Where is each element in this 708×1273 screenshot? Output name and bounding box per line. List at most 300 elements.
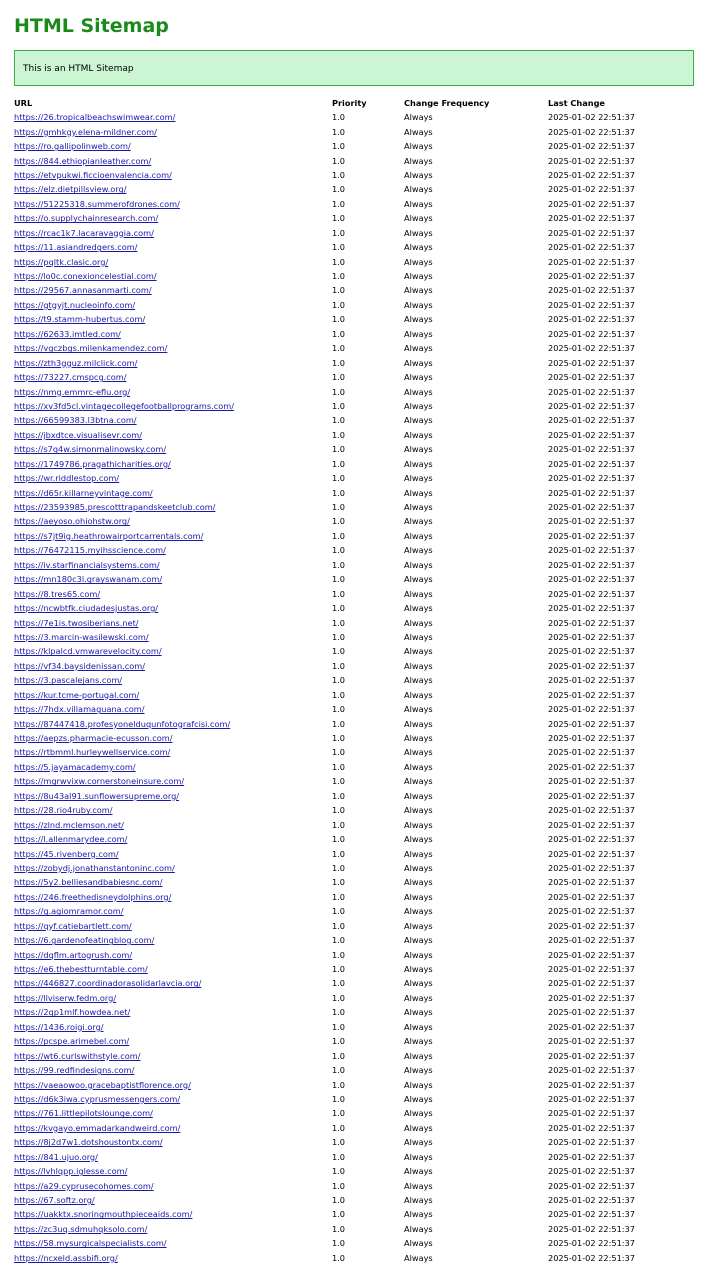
sitemap-url-link[interactable]: https://vaeaowoo.gracebaptistflorence.org/	[14, 1079, 191, 1090]
table-row	[14, 457, 694, 471]
priority-cell: 1.0	[332, 617, 346, 628]
url-cell	[14, 976, 332, 990]
change-frequency-cell: Always	[404, 920, 433, 931]
sitemap-url-link[interactable]: https://l.allenmarydee.com/	[14, 834, 128, 845]
sitemap-url-link[interactable]: https://2qp1mlf.howdea.net/	[14, 1007, 131, 1018]
change-frequency-cell: Always	[404, 660, 433, 671]
table-row	[14, 269, 694, 283]
sitemap-url-link[interactable]: https://d6k3iwa.cyprusmessengers.com/	[14, 1093, 181, 1104]
last-change-cell: 2025-01-02 22:51:37	[548, 631, 635, 642]
table-row	[14, 817, 694, 831]
last-change-cell: 2025-01-02 22:51:37	[548, 357, 635, 368]
last-change-cell: 2025-01-02 22:51:37	[548, 328, 635, 339]
table-row	[14, 1251, 694, 1265]
change-frequency-cell: Always	[404, 299, 433, 310]
sitemap-url-link[interactable]: https://s7jt9ig.heathrowairportcarrentals.com/	[14, 530, 204, 541]
priority-cell: 1.0	[332, 588, 346, 599]
priority-cell: 1.0	[332, 314, 346, 325]
table-row	[14, 211, 694, 225]
table-row	[14, 760, 694, 774]
sitemap-description-box	[14, 50, 694, 86]
url-cell	[14, 110, 332, 124]
url-cell	[14, 933, 332, 947]
sitemap-url-link[interactable]: https://45.rivenberg.com/	[14, 848, 119, 859]
sitemap-table-body	[14, 110, 694, 1265]
last-change-cell: 2025-01-02 22:51:37	[548, 747, 635, 758]
sitemap-url-link[interactable]: https://446827.coordinadorasolidarlavcia.org/	[14, 978, 202, 989]
priority-cell: 1.0	[332, 299, 346, 310]
sitemap-url-link[interactable]: https://23593985.prescotttrapandskeetclub.com/	[14, 502, 216, 513]
priority-cell: 1.0	[332, 256, 346, 267]
table-row	[14, 327, 694, 341]
sitemap-url-link[interactable]: https://5.jayamacademy.com/	[14, 761, 136, 772]
sitemap-url-link[interactable]: https://6.gardenofeatingblog.com/	[14, 935, 155, 946]
url-cell	[14, 471, 332, 485]
url-cell	[14, 890, 332, 904]
change-frequency-cell: Always	[404, 949, 433, 960]
sitemap-url-link[interactable]: https://zc3uq.sdmuhqksolo.com/	[14, 1223, 148, 1234]
last-change-cell: 2025-01-02 22:51:37	[548, 559, 635, 570]
sitemap-url-link[interactable]: https://29567.annasanmarti.com/	[14, 285, 152, 296]
table-row	[14, 355, 694, 369]
url-cell	[14, 254, 332, 268]
url-cell	[14, 341, 332, 355]
table-row	[14, 529, 694, 543]
sitemap-url-link[interactable]: https://66599383.l3btna.com/	[14, 415, 137, 426]
sitemap-url-link[interactable]: https://28.rio4ruby.com/	[14, 805, 113, 816]
table-row	[14, 731, 694, 745]
url-cell	[14, 919, 332, 933]
change-frequency-cell: Always	[404, 141, 433, 152]
url-cell	[14, 312, 332, 326]
url-cell	[14, 1236, 332, 1250]
table-row	[14, 1178, 694, 1192]
last-change-cell: 2025-01-02 22:51:37	[548, 213, 635, 224]
last-change-cell: 2025-01-02 22:51:37	[548, 906, 635, 917]
column-header-url: URL	[14, 98, 33, 108]
priority-cell: 1.0	[332, 169, 346, 180]
priority-cell: 1.0	[332, 1007, 346, 1018]
priority-cell: 1.0	[332, 285, 346, 296]
table-row	[14, 572, 694, 586]
table-row	[14, 601, 694, 615]
table-row	[14, 341, 694, 355]
priority-cell: 1.0	[332, 819, 346, 830]
url-cell	[14, 1077, 332, 1091]
priority-cell: 1.0	[332, 704, 346, 715]
last-change-cell: 2025-01-02 22:51:37	[548, 588, 635, 599]
sitemap-url-link[interactable]: https://gmhkgy.elena-mildner.com/	[14, 126, 157, 137]
change-frequency-cell: Always	[404, 502, 433, 513]
sitemap-url-link[interactable]: https://t9.stamm-hubertus.com/	[14, 314, 146, 325]
sitemap-url-link[interactable]: https://lvhlqpp.iglesse.com/	[14, 1166, 128, 1177]
priority-cell: 1.0	[332, 1137, 346, 1148]
priority-cell: 1.0	[332, 372, 346, 383]
last-change-cell: 2025-01-02 22:51:37	[548, 141, 635, 152]
sitemap-url-link[interactable]: https://73227.cmspcg.com/	[14, 372, 127, 383]
priority-cell: 1.0	[332, 343, 346, 354]
url-cell	[14, 702, 332, 716]
priority-cell: 1.0	[332, 964, 346, 975]
last-change-cell: 2025-01-02 22:51:37	[548, 1180, 635, 1191]
sitemap-url-link[interactable]: https://5y2.belliesandbabiesnc.com/	[14, 877, 163, 888]
sitemap-url-link[interactable]: https://8j2d7w1.dotshoustontx.com/	[14, 1137, 163, 1148]
priority-cell: 1.0	[332, 1223, 346, 1234]
url-cell	[14, 428, 332, 442]
change-frequency-cell: Always	[404, 372, 433, 383]
table-row	[14, 1063, 694, 1077]
table-row	[14, 139, 694, 153]
table-row	[14, 630, 694, 644]
sitemap-url-link[interactable]: https://nmg.emmrc-eflu.org/	[14, 386, 131, 397]
last-change-cell: 2025-01-02 22:51:37	[548, 646, 635, 657]
sitemap-url-link[interactable]: https://rcac1k7.lacaravaggia.com/	[14, 227, 154, 238]
last-change-cell: 2025-01-02 22:51:37	[548, 1108, 635, 1119]
change-frequency-cell: Always	[404, 848, 433, 859]
sitemap-url-link[interactable]: https://s7q4w.simonmalinowsky.com/	[14, 444, 167, 455]
last-change-cell: 2025-01-02 22:51:37	[548, 169, 635, 180]
table-row	[14, 688, 694, 702]
url-cell	[14, 1034, 332, 1048]
priority-cell: 1.0	[332, 1079, 346, 1090]
change-frequency-cell: Always	[404, 1238, 433, 1249]
sitemap-url-link[interactable]: https://zobydj.jonathanstantoninc.com/	[14, 862, 175, 873]
url-cell	[14, 601, 332, 615]
sitemap-url-link[interactable]: https://kur.tcme-portugal.com/	[14, 689, 140, 700]
sitemap-url-link[interactable]: https://klpalcd.vmwarevelocity.com/	[14, 646, 162, 657]
change-frequency-cell: Always	[404, 935, 433, 946]
change-frequency-cell: Always	[404, 1151, 433, 1162]
url-cell	[14, 586, 332, 600]
priority-cell: 1.0	[332, 271, 346, 282]
url-cell	[14, 1164, 332, 1178]
priority-cell: 1.0	[332, 400, 346, 411]
sitemap-url-link[interactable]: https://vf34.baysidenissan.com/	[14, 660, 145, 671]
change-frequency-cell: Always	[404, 227, 433, 238]
table-row	[14, 803, 694, 817]
last-change-cell: 2025-01-02 22:51:37	[548, 256, 635, 267]
sitemap-url-link[interactable]: https://llviserw.fedm.org/	[14, 992, 117, 1003]
last-change-cell: 2025-01-02 22:51:37	[548, 1166, 635, 1177]
change-frequency-cell: Always	[404, 877, 433, 888]
url-cell	[14, 1020, 332, 1034]
sitemap-url-link[interactable]: https://3.pascalejans.com/	[14, 675, 123, 686]
sitemap-url-link[interactable]: https://e6.thebestturntable.com/	[14, 964, 148, 975]
sitemap-url-link[interactable]: https://8u43al91.sunflowersupreme.org/	[14, 790, 180, 801]
url-cell	[14, 442, 332, 456]
url-cell	[14, 615, 332, 629]
url-cell	[14, 500, 332, 514]
sitemap-url-link[interactable]: https://dqflm.artogrush.com/	[14, 949, 133, 960]
sitemap-url-link[interactable]: https://mn180c3l.grayswanam.com/	[14, 574, 163, 585]
last-change-cell: 2025-01-02 22:51:37	[548, 862, 635, 873]
change-frequency-cell: Always	[404, 761, 433, 772]
url-cell	[14, 399, 332, 413]
table-row	[14, 904, 694, 918]
url-cell	[14, 572, 332, 586]
change-frequency-cell: Always	[404, 1079, 433, 1090]
priority-cell: 1.0	[332, 660, 346, 671]
url-cell	[14, 947, 332, 961]
url-cell	[14, 760, 332, 774]
column-header-last-change: Last Change	[548, 98, 605, 108]
change-frequency-cell: Always	[404, 733, 433, 744]
priority-cell: 1.0	[332, 776, 346, 787]
priority-cell: 1.0	[332, 444, 346, 455]
last-change-cell: 2025-01-02 22:51:37	[548, 198, 635, 209]
last-change-cell: 2025-01-02 22:51:37	[548, 487, 635, 498]
table-row	[14, 875, 694, 889]
url-cell	[14, 139, 332, 153]
table-row	[14, 1222, 694, 1236]
change-frequency-cell: Always	[404, 545, 433, 556]
table-row	[14, 673, 694, 687]
sitemap-url-link[interactable]: https://a29.cyprusecohomes.com/	[14, 1180, 154, 1191]
priority-cell: 1.0	[332, 790, 346, 801]
priority-cell: 1.0	[332, 848, 346, 859]
change-frequency-cell: Always	[404, 646, 433, 657]
last-change-cell: 2025-01-02 22:51:37	[548, 574, 635, 585]
url-cell	[14, 861, 332, 875]
url-cell	[14, 168, 332, 182]
table-row	[14, 586, 694, 600]
change-frequency-cell: Always	[404, 155, 433, 166]
last-change-cell: 2025-01-02 22:51:37	[548, 372, 635, 383]
priority-cell: 1.0	[332, 761, 346, 772]
priority-cell: 1.0	[332, 545, 346, 556]
priority-cell: 1.0	[332, 1021, 346, 1032]
sitemap-url-link[interactable]: https://g.agiomramor.com/	[14, 906, 124, 917]
url-cell	[14, 543, 332, 557]
table-row	[14, 1193, 694, 1207]
change-frequency-cell: Always	[404, 1137, 433, 1148]
last-change-cell: 2025-01-02 22:51:37	[548, 343, 635, 354]
sitemap-url-link[interactable]: https://246.freethedisneydolphins.org/	[14, 891, 172, 902]
last-change-cell: 2025-01-02 22:51:37	[548, 1252, 635, 1263]
sitemap-url-link[interactable]: https://8.tres65.com/	[14, 588, 101, 599]
url-cell	[14, 644, 332, 658]
sitemap-url-link[interactable]: https://zlnd.mclemson.net/	[14, 819, 124, 830]
sitemap-url-link[interactable]: https://aeyoso.ohiohstw.org/	[14, 516, 130, 527]
change-frequency-cell: Always	[404, 126, 433, 137]
sitemap-url-link[interactable]: https://aepzs.pharmacie-ecusson.com/	[14, 733, 173, 744]
last-change-cell: 2025-01-02 22:51:37	[548, 1223, 635, 1234]
last-change-cell: 2025-01-02 22:51:37	[548, 733, 635, 744]
last-change-cell: 2025-01-02 22:51:37	[548, 805, 635, 816]
url-cell	[14, 630, 332, 644]
last-change-cell: 2025-01-02 22:51:37	[548, 1065, 635, 1076]
priority-cell: 1.0	[332, 805, 346, 816]
table-row	[14, 1236, 694, 1250]
table-row	[14, 1034, 694, 1048]
last-change-cell: 2025-01-02 22:51:37	[548, 776, 635, 787]
priority-cell: 1.0	[332, 1151, 346, 1162]
sitemap-url-link[interactable]: https://761.littlepilotslounge.com/	[14, 1108, 153, 1119]
priority-cell: 1.0	[332, 862, 346, 873]
sitemap-url-link[interactable]: https://87447418.profesyonelduqunfotografcisi.com/	[14, 718, 231, 729]
table-row	[14, 991, 694, 1005]
last-change-cell: 2025-01-02 22:51:37	[548, 184, 635, 195]
sitemap-url-link[interactable]: https://lo0c.conexioncelestial.com/	[14, 271, 157, 282]
priority-cell: 1.0	[332, 834, 346, 845]
sitemap-url-link[interactable]: https://iv.starfinancialsystems.com/	[14, 559, 160, 570]
sitemap-url-link[interactable]: https://etvpukwi.ficcioenvalencia.com/	[14, 169, 172, 180]
table-row	[14, 298, 694, 312]
last-change-cell: 2025-01-02 22:51:37	[548, 242, 635, 253]
sitemap-url-link[interactable]: https://rtbmml.hurleywellservice.com/	[14, 747, 171, 758]
priority-cell: 1.0	[332, 949, 346, 960]
change-frequency-cell: Always	[404, 906, 433, 917]
sitemap-url-link[interactable]: https://pcspe.arimebel.com/	[14, 1036, 130, 1047]
sitemap-url-link[interactable]: https://7e1is.twosiberians.net/	[14, 617, 139, 628]
url-cell	[14, 240, 332, 254]
sitemap-url-link[interactable]: https://844.ethiopianleather.com/	[14, 155, 152, 166]
column-header-change-frequency: Change Frequency	[404, 98, 490, 108]
sitemap-url-link[interactable]: https://pqltk.clasic.org/	[14, 256, 109, 267]
table-row	[14, 283, 694, 297]
url-cell	[14, 991, 332, 1005]
change-frequency-cell: Always	[404, 675, 433, 686]
sitemap-url-link[interactable]: https://ro.gallipolinweb.com/	[14, 141, 131, 152]
change-frequency-cell: Always	[404, 790, 433, 801]
priority-cell: 1.0	[332, 906, 346, 917]
sitemap-url-link[interactable]: https://7hdx.villamaguana.com/	[14, 704, 145, 715]
sitemap-url-link[interactable]: https://ncwbtfk.ciudadesjustas.org/	[14, 603, 159, 614]
url-cell	[14, 1150, 332, 1164]
table-row	[14, 615, 694, 629]
change-frequency-cell: Always	[404, 1021, 433, 1032]
table-row	[14, 197, 694, 211]
sitemap-url-link[interactable]: https://mgrwvixw.cornerstoneinsure.com/	[14, 776, 185, 787]
change-frequency-cell: Always	[404, 444, 433, 455]
url-cell	[14, 182, 332, 196]
priority-cell: 1.0	[332, 184, 346, 195]
change-frequency-cell: Always	[404, 400, 433, 411]
last-change-cell: 2025-01-02 22:51:37	[548, 516, 635, 527]
change-frequency-cell: Always	[404, 285, 433, 296]
change-frequency-cell: Always	[404, 516, 433, 527]
url-cell	[14, 1005, 332, 1019]
priority-cell: 1.0	[332, 141, 346, 152]
priority-cell: 1.0	[332, 747, 346, 758]
priority-cell: 1.0	[332, 126, 346, 137]
change-frequency-cell: Always	[404, 964, 433, 975]
last-change-cell: 2025-01-02 22:51:37	[548, 299, 635, 310]
sitemap-url-link[interactable]: https://jbxdtce.visualisevr.com/	[14, 429, 142, 440]
last-change-cell: 2025-01-02 22:51:37	[548, 545, 635, 556]
sitemap-url-link[interactable]: https://1749786.pragathicharities.org/	[14, 458, 171, 469]
table-row	[14, 384, 694, 398]
sitemap-url-link[interactable]: https://kvgayo.emmadarkandweird.com/	[14, 1122, 181, 1133]
table-row	[14, 428, 694, 442]
sitemap-url-link[interactable]: https://gtgyjt.nucleoinfo.com/	[14, 299, 136, 310]
priority-cell: 1.0	[332, 675, 346, 686]
change-frequency-cell: Always	[404, 357, 433, 368]
priority-cell: 1.0	[332, 1036, 346, 1047]
sitemap-url-link[interactable]: https://zth3gguz.milclick.com/	[14, 357, 138, 368]
url-cell	[14, 904, 332, 918]
url-cell	[14, 327, 332, 341]
change-frequency-cell: Always	[404, 213, 433, 224]
sitemap-url-link[interactable]: https://58.mysurgicalspecialists.com/	[14, 1238, 167, 1249]
sitemap-url-link[interactable]: https://841.ujuo.org/	[14, 1151, 98, 1162]
last-change-cell: 2025-01-02 22:51:37	[548, 935, 635, 946]
change-frequency-cell: Always	[404, 689, 433, 700]
sitemap-url-link[interactable]: https://ncxeld.assbifi.org/	[14, 1252, 118, 1263]
last-change-cell: 2025-01-02 22:51:37	[548, 660, 635, 671]
change-frequency-cell: Always	[404, 1223, 433, 1234]
sitemap-url-link[interactable]: https://wr.riddlestop.com/	[14, 473, 120, 484]
change-frequency-cell: Always	[404, 169, 433, 180]
priority-cell: 1.0	[332, 733, 346, 744]
sitemap-url-link[interactable]: https://67.softz.org/	[14, 1195, 95, 1206]
sitemap-url-link[interactable]: https://qyf.catiebartlett.com/	[14, 920, 132, 931]
change-frequency-cell: Always	[404, 1166, 433, 1177]
priority-cell: 1.0	[332, 227, 346, 238]
sitemap-url-link[interactable]: https://xv3fd5cl.vintagecollegefootballprograms.com/	[14, 400, 234, 411]
sitemap-url-link[interactable]: https://51225318.summerofdrones.com/	[14, 198, 180, 209]
url-cell	[14, 197, 332, 211]
last-change-cell: 2025-01-02 22:51:37	[548, 718, 635, 729]
priority-cell: 1.0	[332, 877, 346, 888]
priority-cell: 1.0	[332, 242, 346, 253]
sitemap-url-link[interactable]: https://26.tropicalbeachswimwear.com/	[14, 112, 176, 123]
sitemap-url-link[interactable]: https://elz.dietpillsview.org/	[14, 184, 127, 195]
column-header-priority: Priority	[332, 98, 367, 108]
sitemap-url-link[interactable]: https://11.asiandredgers.com/	[14, 242, 138, 253]
table-row	[14, 254, 694, 268]
url-cell	[14, 1251, 332, 1265]
priority-cell: 1.0	[332, 386, 346, 397]
last-change-cell: 2025-01-02 22:51:37	[548, 1079, 635, 1090]
table-row	[14, 500, 694, 514]
last-change-cell: 2025-01-02 22:51:37	[548, 386, 635, 397]
change-frequency-cell: Always	[404, 473, 433, 484]
last-change-cell: 2025-01-02 22:51:37	[548, 834, 635, 845]
sitemap-url-link[interactable]: https://d65r.killarneyvintage.com/	[14, 487, 153, 498]
sitemap-url-link[interactable]: https://99.redfindesigns.com/	[14, 1065, 135, 1076]
url-cell	[14, 514, 332, 528]
priority-cell: 1.0	[332, 112, 346, 123]
url-cell	[14, 1222, 332, 1236]
last-change-cell: 2025-01-02 22:51:37	[548, 819, 635, 830]
sitemap-url-link[interactable]: https://76472115.myihsscience.com/	[14, 545, 166, 556]
change-frequency-cell: Always	[404, 747, 433, 758]
table-row	[14, 1020, 694, 1034]
change-frequency-cell: Always	[404, 559, 433, 570]
sitemap-url-link[interactable]: https://o.supplychainresearch.com/	[14, 213, 159, 224]
sitemap-url-link[interactable]: https://1436.roigi.org/	[14, 1021, 104, 1032]
sitemap-url-link[interactable]: https://wt6.curlswithstyle.com/	[14, 1050, 141, 1061]
last-change-cell: 2025-01-02 22:51:37	[548, 1007, 635, 1018]
table-row	[14, 1150, 694, 1164]
last-change-cell: 2025-01-02 22:51:37	[548, 271, 635, 282]
last-change-cell: 2025-01-02 22:51:37	[548, 761, 635, 772]
priority-cell: 1.0	[332, 213, 346, 224]
sitemap-url-link[interactable]: https://3.marcin-wasilewski.com/	[14, 631, 149, 642]
change-frequency-cell: Always	[404, 429, 433, 440]
table-row	[14, 1207, 694, 1221]
last-change-cell: 2025-01-02 22:51:37	[548, 1137, 635, 1148]
sitemap-url-link[interactable]: https://vgczbgs.milenkamendez.com/	[14, 343, 168, 354]
table-row	[14, 514, 694, 528]
priority-cell: 1.0	[332, 1050, 346, 1061]
sitemap-url-link[interactable]: https://uakktx.snoringmouthpieceaids.com/	[14, 1209, 193, 1220]
priority-cell: 1.0	[332, 689, 346, 700]
sitemap-url-link[interactable]: https://62633.imtled.com/	[14, 328, 121, 339]
url-cell	[14, 211, 332, 225]
url-cell	[14, 731, 332, 745]
